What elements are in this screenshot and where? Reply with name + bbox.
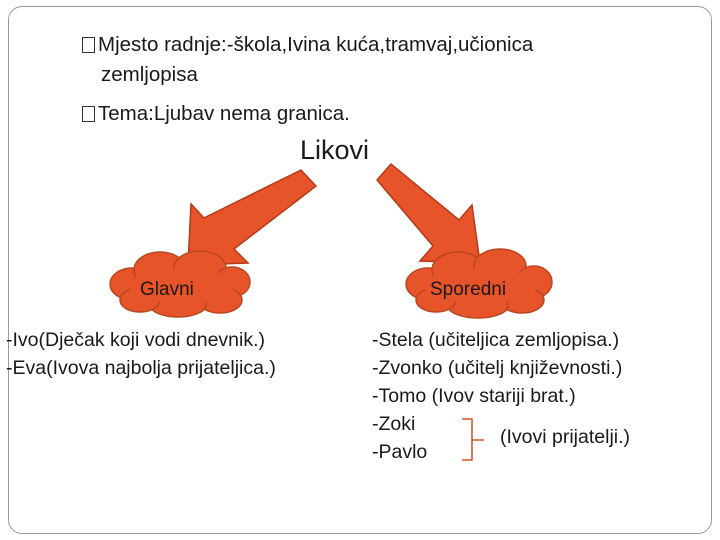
list-item: -Ivo(Dječak koji vodi dnevnik.) xyxy=(6,329,266,351)
list-item: -Eva(Ivova najbolja prijateljica.) xyxy=(6,357,276,379)
list-item: -Tomo (Ivov stariji brat.) xyxy=(372,385,576,407)
bullet-setting-continuation: zemljopisa xyxy=(101,63,198,86)
arrow-down-left-icon xyxy=(188,170,316,265)
list-item: -Stela (učiteljica zemljopisa.) xyxy=(372,329,620,351)
brace-note: (Ivovi prijatelji.) xyxy=(500,426,631,448)
arrow-down-right-icon xyxy=(377,164,480,263)
list-item: -Zoki xyxy=(372,413,416,435)
bullet-setting-text: Mjesto radnje:-škola,Ivina kuća,tramvaj,učionica xyxy=(98,33,534,56)
list-item: -Zvonko (učitelj književnosti.) xyxy=(372,357,623,379)
list-item: -Pavlo xyxy=(372,441,428,463)
main-characters-list xyxy=(6,326,276,382)
bullet-theme-text: Tema:Ljubav nema granica. xyxy=(98,102,350,125)
group-secondary-label: Sporedni xyxy=(430,279,507,300)
slide-title: Likovi xyxy=(300,135,370,165)
group-main-label: Glavni xyxy=(140,279,194,300)
